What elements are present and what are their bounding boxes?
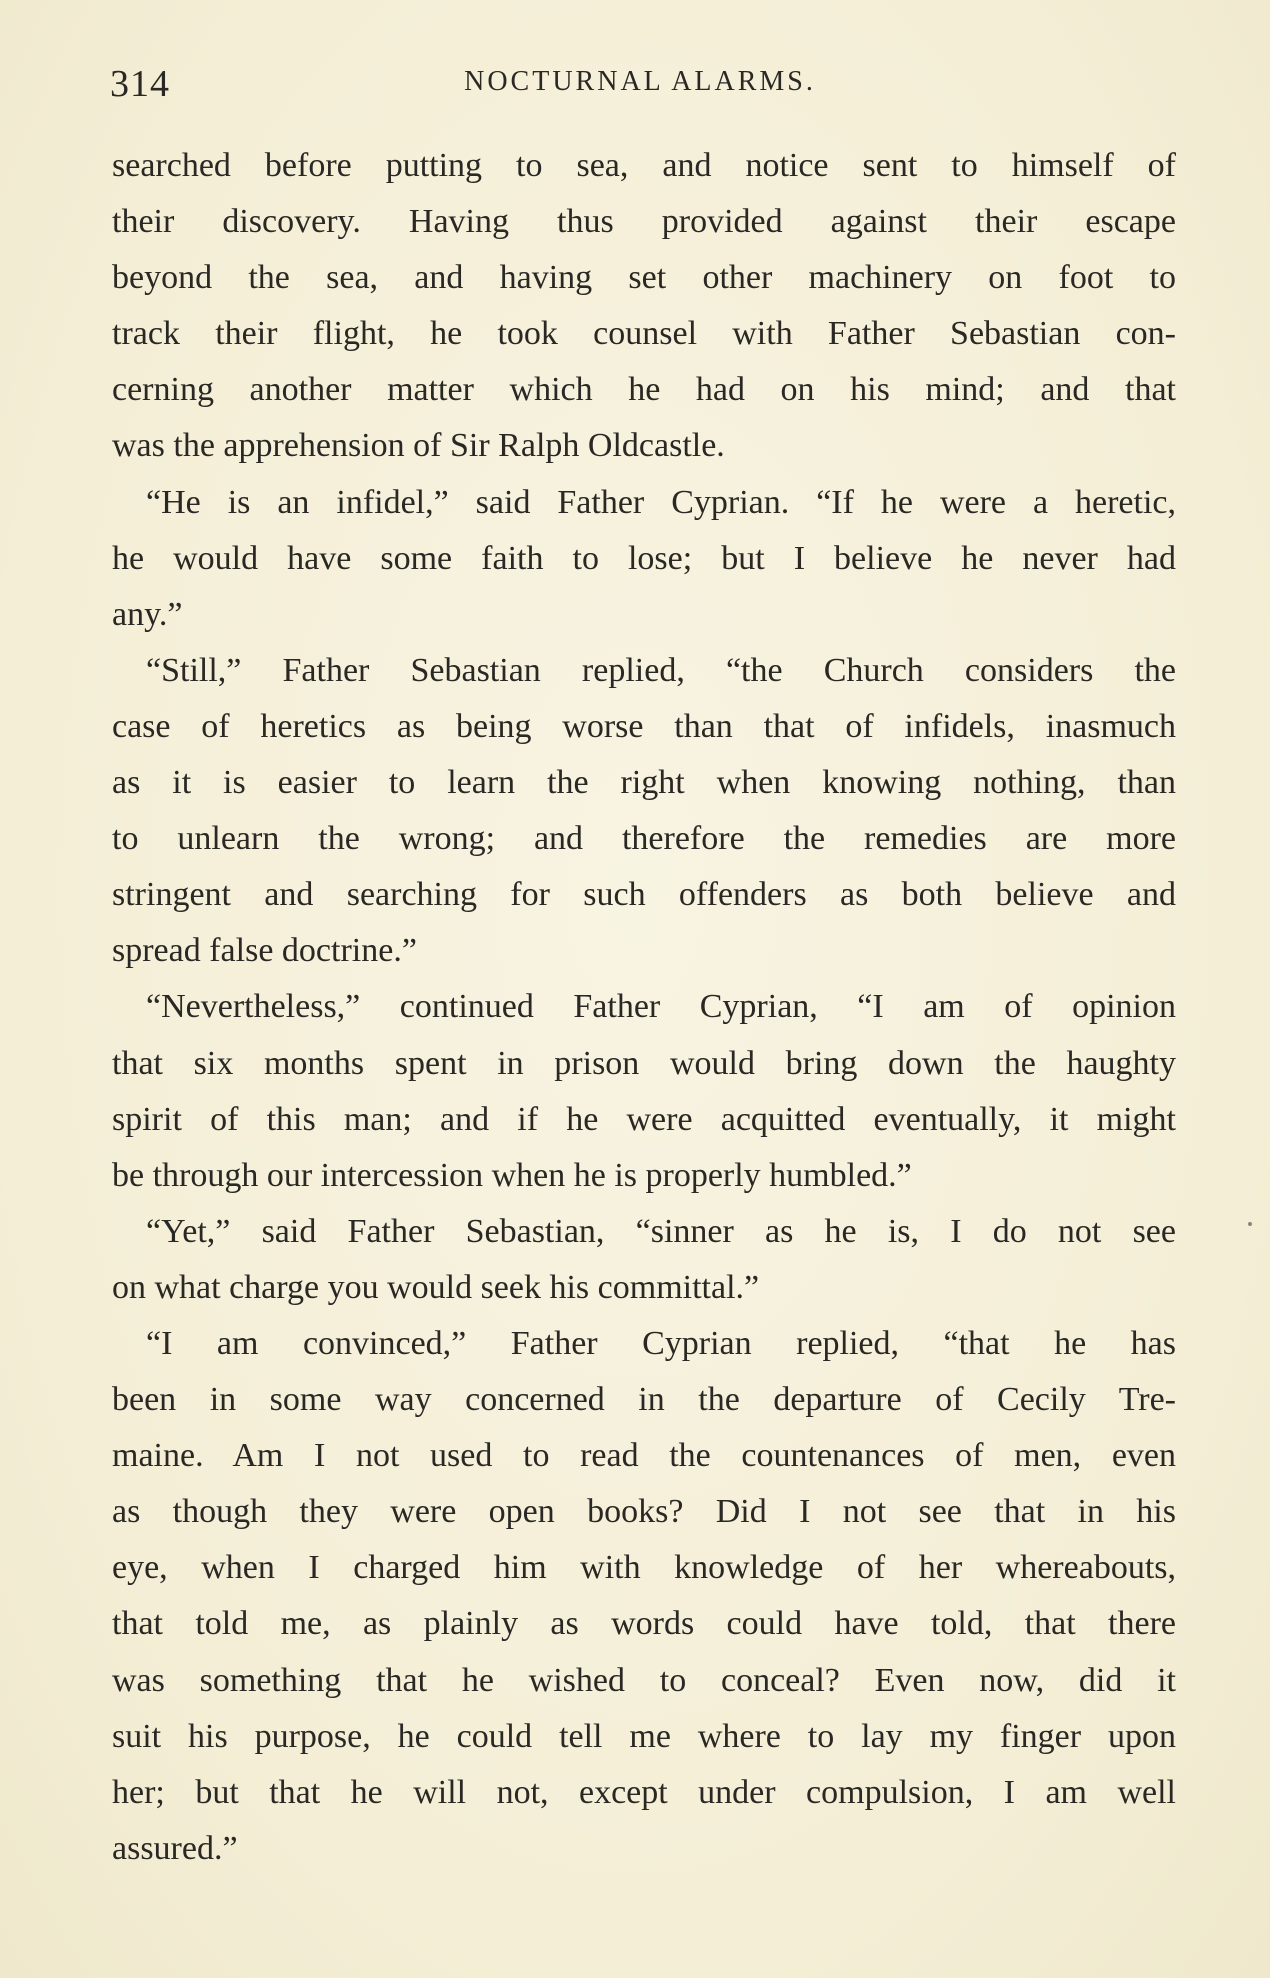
text-line: to unlearn the wrong; and therefore the remedies are more: [112, 820, 1176, 858]
page-header: [110, 62, 1170, 108]
text-line: case of heretics as being worse than that of infidels, inasmuch: [112, 707, 1176, 745]
text-line: that six months spent in prison would bring down the haughty: [112, 1044, 1176, 1082]
text-line: searched before putting to sea, and notice sent to himself of: [112, 147, 1176, 184]
text-line: as though they were open books? Did I not see that in his: [112, 1493, 1176, 1531]
text-line: was something that he wished to conceal? Even now, did it: [112, 1661, 1176, 1699]
text-line: that told me, as plainly as words could have told, that there: [112, 1605, 1176, 1643]
paragraph: [112, 475, 1176, 643]
text-line: “Yet,” said Father Sebastian, “sinner as he is, I do not see: [146, 1212, 1176, 1250]
text-line: “Still,” Father Sebastian replied, “the Church considers the: [146, 651, 1176, 689]
paragraph: [112, 979, 1176, 1203]
paper-speck: [1248, 1222, 1252, 1226]
running-title: NOCTURNAL ALARMS.: [464, 66, 816, 97]
text-line: spread false doctrine.”: [112, 932, 417, 970]
text-line: “He is an infidel,” said Father Cyprian. “If he were a heretic,: [146, 483, 1176, 521]
text-line: any.”: [112, 595, 183, 633]
text-line: cerning another matter which he had on his mind; and that: [112, 371, 1176, 409]
text-line: their discovery. Having thus provided against their escape: [112, 203, 1176, 241]
text-line: he would have some faith to lose; but I believe he never had: [112, 539, 1176, 577]
text-line: as it is easier to learn the right when knowing nothing, than: [112, 764, 1176, 802]
text-line: spirit of this man; and if he were acquitted eventually, it might: [112, 1100, 1176, 1138]
text-line: was the apprehension of Sir Ralph Oldcastle.: [112, 427, 725, 465]
text-line: be through our intercession when he is properly humbled.”: [112, 1156, 912, 1194]
text-line: her; but that he will not, except under compulsion, I am well: [112, 1773, 1176, 1811]
text-line: eye, when I charged him with knowledge of her whereabouts,: [112, 1549, 1176, 1587]
text-line: suit his purpose, he could tell me where to lay my finger upon: [112, 1717, 1176, 1755]
text-line: been in some way concerned in the departure of Cecily Tre-: [112, 1381, 1176, 1419]
paragraph: [112, 1204, 1176, 1316]
paragraph: [112, 643, 1176, 980]
text-line: maine. Am I not used to read the countenances of men, even: [112, 1437, 1176, 1475]
text-line: on what charge you would seek his committal.”: [112, 1268, 760, 1306]
text-line: beyond the sea, and having set other machinery on foot to: [112, 259, 1176, 297]
paragraph: [112, 1316, 1176, 1877]
text-line: “I am convinced,” Father Cyprian replied, “that he has: [146, 1324, 1176, 1362]
text-line: assured.”: [112, 1829, 238, 1867]
page-number: 314: [110, 63, 170, 105]
text-line: stringent and searching for such offenders as both believe and: [112, 876, 1176, 914]
text-line: track their flight, he took counsel with Father Sebastian con-: [112, 315, 1176, 353]
paragraph: [112, 138, 1176, 475]
body-text: [112, 138, 1176, 1877]
text-line: “Nevertheless,” continued Father Cyprian, “I am of opinion: [146, 988, 1176, 1026]
